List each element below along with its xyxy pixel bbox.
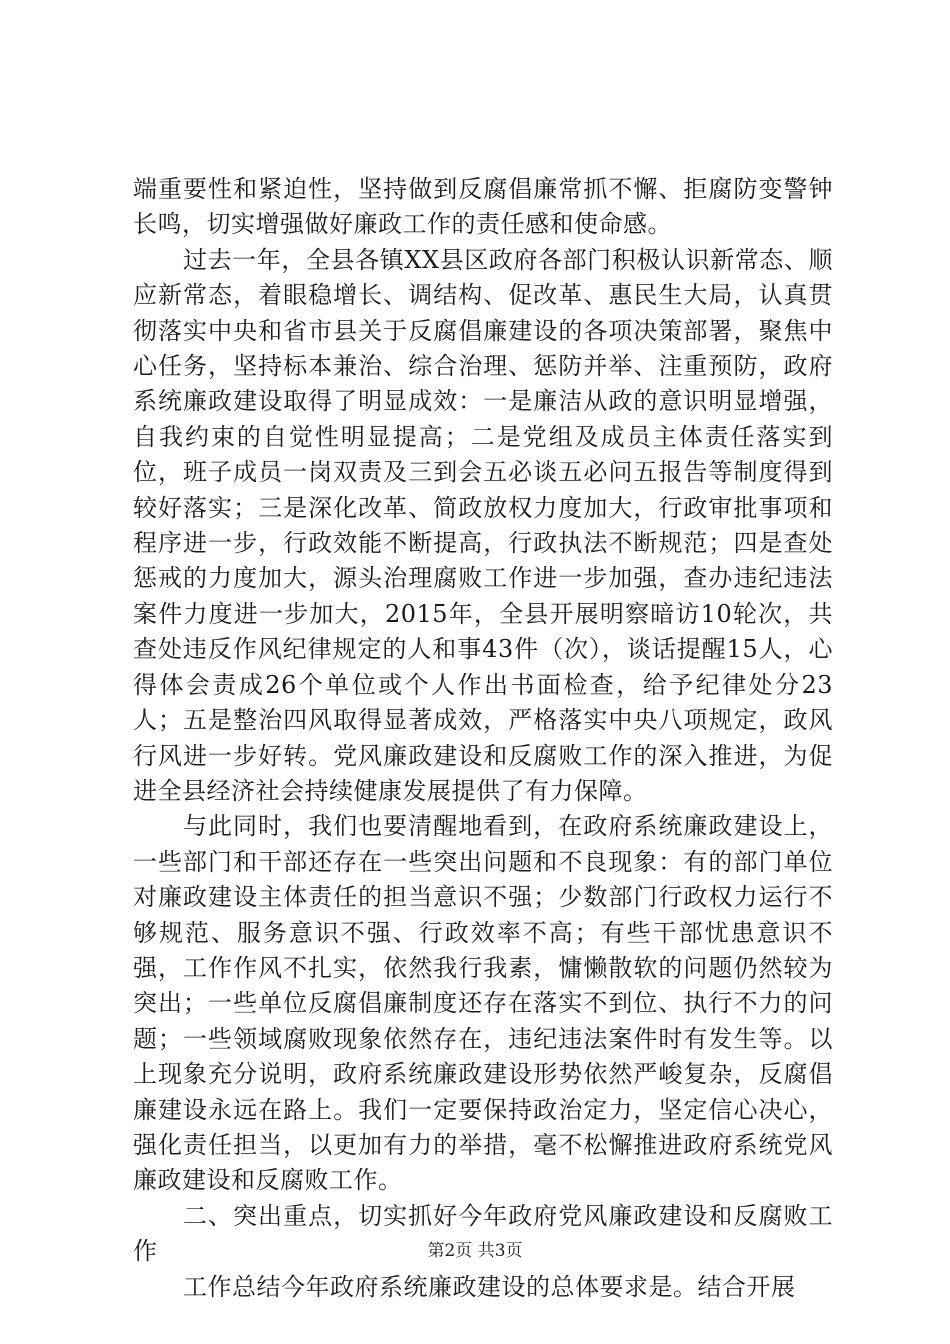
paragraph-requirements: 工作总结今年政府系统廉政建设的总体要求是。结合开展 — [183, 1272, 796, 1301]
paragraph-achievements: 过去一年，全县各镇XX县区政府各部门积极认识新常态、顺应新常态，着眼稳增长、调结构、促改革、惠民生大局，认真贯彻落实中央和省市县关于反腐倡廉建设的各项决策部署，聚焦中心任务，坚持标本兼治、综合治理、惩防并举、注重预防，政府系统廉政建设取得了明显成效：一是廉洁从政的意识明显增强，自我约束的自觉性明显提高；二是党组及成员主体责任落实到位，班子成员一岗双责及三到会五必谈五必问五报告等制度得到较好落实；三是深化改革、简政放权力度加大，行政审批事项和程序进一步，行政效能不断提高，行政执法不断规范；四是查处惩戒的力度加大，源头治理腐败工作进一步加强，查办违纪违法案件力度进一步加大，2015年，全县开展明察暗访10轮次，共查处违反作风纪律规定的人和事43件（次），谈话提醒15人，心得体会责成26个单位或个人作出书面检查，给予纪律处分23人；五是整治四风取得显著成效，严格落实中央八项规定，政风行风进一步好转。党风廉政建设和反腐败工作的深入推进，为促进全县经济社会持续健康发展提供了有力保障。 — [133, 245, 833, 805]
document-body — [133, 172, 833, 1305]
paragraph-continuation: 端重要性和紧迫性，坚持做到反腐倡廉常抓不懈、拒腐防变警钟长鸣，切实增强做好廉政工作的责任感和使命感。 — [133, 175, 833, 239]
page-footer: 第2页 共3页 — [427, 1241, 523, 1261]
paragraph-problems: 与此同时，我们也要清醒地看到，在政府系统廉政建设上，一些部门和干部还存在一些突出问题和不良现象：有的部门单位对廉政建设主体责任的担当意识不强；少数部门行政权力运行不够规范、服务意识不强、行政效率不高；有些干部忧患意识不强，工作作风不扎实，依然我行我素，慵懒散软的问题仍然较为突出；一些单位反腐倡廉制度还存在落实不到位、执行不力的问题；一些领域腐败现象依然存在，违纪违法案件时有发生等。以上现象充分说明，政府系统廉政建设形势依然严峻复杂，反腐倡廉建设永远在路上。我们一定要保持政治定力，坚定信心决心，强化责任担当，以更加有力的举措，毫不松懈推进政府系统党风廉政建设和反腐败工作。 — [133, 812, 833, 1195]
section-heading: 二、突出重点，切实抓好今年政府党风廉政建设和反腐败工作 — [133, 1201, 833, 1266]
